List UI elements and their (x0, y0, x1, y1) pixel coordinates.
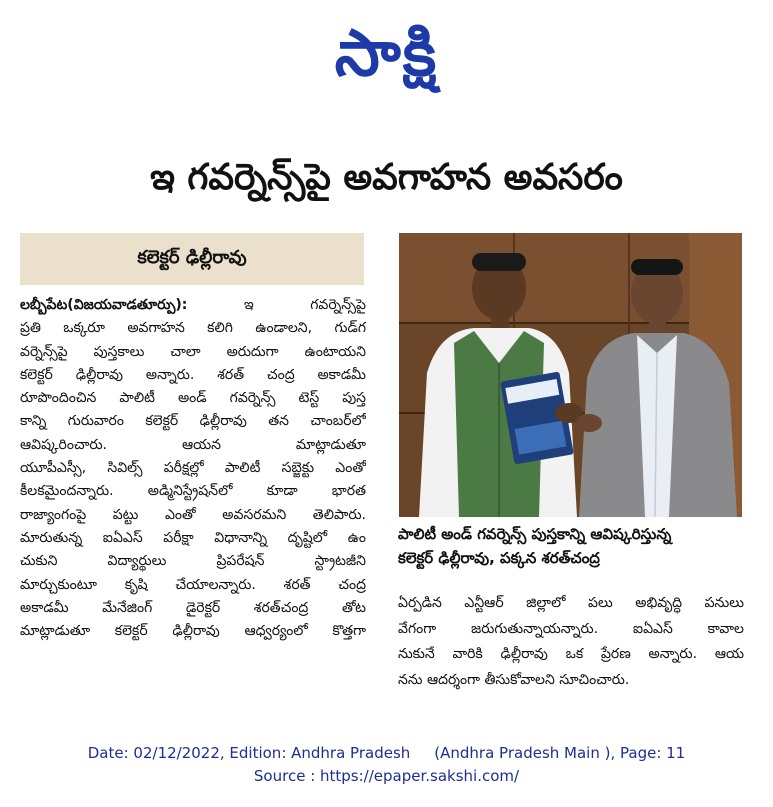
dateline: లబ్బీపేట(విజయవాడతూర్పు): (20, 297, 188, 313)
article-photo (399, 233, 742, 517)
masthead (0, 8, 773, 100)
body-line: మారుతున్న ఐఏఎస్‌ పరీక్షా విధానాన్ని దృష్టిలో ఉం (20, 529, 366, 546)
body-line: నను ఆదర్శంగా తీసుకోవాలని సూచించారు. (398, 671, 630, 688)
article-body-right (398, 591, 744, 693)
body-line: లబ్బీపేట(విజయవాడతూర్పు): ఇ గవర్నెన్స్‌పై (20, 297, 366, 313)
sakshi-logo: సాక్షి (334, 17, 439, 91)
body-line: ఆవిష్కరించారు. ఆయన మాట్లాడుతూ (20, 436, 366, 453)
body-line: నుకునే వారికి ఢిల్లీరావు ఒక ప్రేరణ అన్నారు. ఆయ (398, 646, 744, 662)
headline: ఇ గవర్నెన్స్‌పై అవగాహన అవసరం (150, 157, 623, 198)
body-line: చుకుని విద్యార్థులు ప్రిపరేషన్‌ స్ట్రాటజీని (20, 553, 366, 570)
footer-edition: (Andhra Pradesh Main ), Page: 11 (434, 744, 686, 762)
photo-caption (398, 522, 744, 570)
body-line: ప్రతి ఒక్కరూ అవగాహన కలిగి ఉండాలని, గుడ్‌గ (20, 320, 366, 337)
footer-date-row (0, 742, 773, 765)
body-line: మార్చుకుంటూ కృషి చేయాలన్నారు. శరత్‌ చంద్ర (20, 576, 366, 593)
source-footer (0, 742, 773, 788)
caption-line: కలెక్టర్‌ ఢిల్లీరావు, పక్కన శరత్‌చంద్ర (398, 549, 600, 567)
footer-source: Source : https://epaper.sakshi.com/ (253, 767, 520, 785)
body-line: ఏర్పడిన ఎన్టీఆర్‌ జిల్లాలో పలు అభివృద్ధి పనులు (398, 595, 744, 611)
body-line: వర్నెన్స్‌పై పుస్తకాలు చాలా అరుదుగా ఉంటాయని (20, 343, 366, 360)
body-line: రాజ్యాంగంపై పట్టు ఎంతో అవసరమని తెలిపారు. (20, 506, 366, 523)
byline-box (20, 233, 364, 285)
body-line: రూపొందించిన పాలిటీ అండ్‌ గవర్నెన్స్‌ టెస్ట్‌ పుస్త (20, 390, 366, 407)
body-line: అకాడమీ మేనేజింగ్‌ డైరెక్టర్‌ శరత్‌చంద్ర తోట (20, 599, 366, 616)
body-line: కాన్ని గురువారం కలెక్టర్‌ ఢిల్లీరావు తన చాంబర్‌లో (20, 413, 366, 430)
body-line: కలెక్టర్‌ ఢిల్లీరావు అన్నారు. శరత్‌ చంద్ర అకాడమీ (20, 366, 366, 383)
article-body-left (20, 294, 366, 643)
book-launch-photo (399, 233, 742, 517)
body-line: కీలకమైందన్నారు. అడ్మినిస్ట్రేషన్‌లో కూడా భారత (20, 483, 366, 500)
body-line: వేగంగా జరుగుతున్నాయన్నారు. ఐఏఎస్‌ కావాల (398, 620, 744, 637)
body-line: యూపీఎస్సీ, సివిల్స్‌ పరీక్షల్లో పాలిటీ సబ్జెక్టు ఎంతో (20, 460, 366, 477)
footer-date: Date: 02/12/2022, Edition: Andhra Pradesh (87, 744, 411, 762)
caption-line: పాలిటీ అండ్‌ గవర్నెన్స్‌ పుస్తకాన్ని ఆవిష్కరిస్తున్న (398, 525, 672, 543)
byline-text: కలెక్టర్‌ ఢిల్లీరావు (137, 246, 247, 268)
body-line: మాట్లాడుతూ కలెక్టర్‌ ఢిల్లీరావు ఆధ్వర్యంలో కొత్తగా (20, 623, 366, 640)
